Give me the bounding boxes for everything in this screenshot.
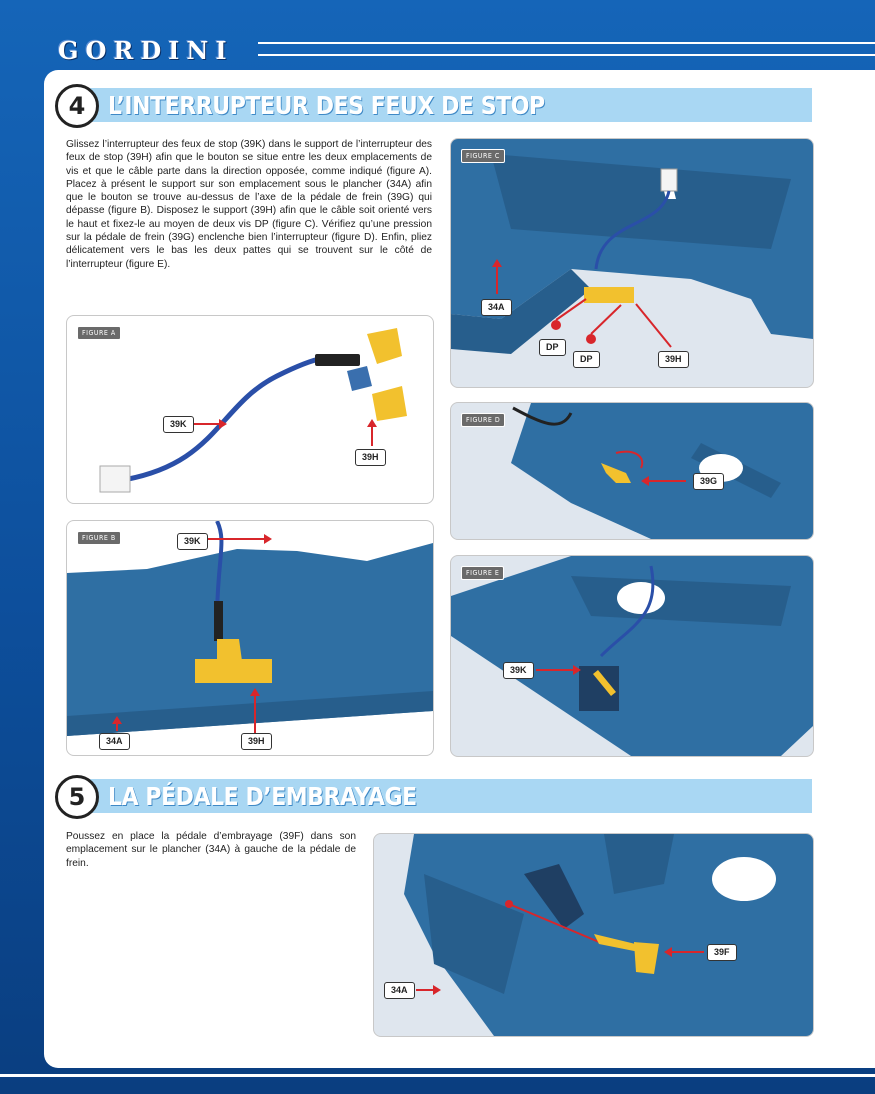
section-4-body: Glissez l’interrupteur des feux de stop (39K) dans le support de l’interrupteur des feux de stop (39H) afin que le bouton se situe entre les deux emplacements de vis et que le câble parte dans la direction opposée, comme indiqué (figure A). Placez à présent le support sur son emplacement sous le plancher (34A) afin que le bouton se trouve au-dessus de l’axe de la pédale de frein (39G) qui dépasse (figure B). Disposez le support (39H) afin que le câble soit orienté vers le haut et fixez-le au moyen de deux vis DP (figure C). Vérifiez qu’une pression sur la pédale de frein (39G) enclenche bien l’interrupteur (figure D). Enfin, pliez délicatement vers le bas les deux pattes qui se trouvent sur le côté de l’interrupteur (figure E). xyxy=(66,139,432,270)
section-5-number: 5 xyxy=(55,775,99,819)
label-39g: 39G xyxy=(693,473,724,490)
label-39h: 39H xyxy=(355,449,386,466)
figure-c-illustration xyxy=(451,139,813,387)
figure-d-tag: FIGURE D xyxy=(461,413,505,427)
brand-rule xyxy=(258,42,875,56)
label-39k: 39K xyxy=(177,533,208,550)
label-dp-2: DP xyxy=(573,351,600,368)
label-34a: 34A xyxy=(384,982,415,999)
figure-c-panel xyxy=(450,138,814,388)
figure-e-panel xyxy=(450,555,814,757)
figure-a-panel xyxy=(66,315,434,504)
footer-rule xyxy=(0,1074,875,1077)
label-dp-1: DP xyxy=(539,339,566,356)
figure-a-tag: FIGURE A xyxy=(77,326,121,340)
figure-d-illustration xyxy=(451,403,813,539)
label-39k: 39K xyxy=(503,662,534,679)
brand-logo: GORDINI xyxy=(58,36,234,65)
figure-e-tag: FIGURE E xyxy=(461,566,504,580)
label-39f: 39F xyxy=(707,944,737,961)
section-5-body: Poussez en place la pédale d’embrayage (39F) dans son emplacement sur le plancher (34A) à gauche de la pédale de frein. xyxy=(66,831,356,869)
figure-a-illustration xyxy=(67,316,433,503)
label-34a: 34A xyxy=(99,733,130,750)
label-39k: 39K xyxy=(163,416,194,433)
label-39h: 39H xyxy=(241,733,272,750)
figure-b-tag: FIGURE B xyxy=(77,531,121,545)
figure-c-tag: FIGURE C xyxy=(461,149,505,163)
figure-5-panel xyxy=(373,833,814,1037)
section-4-number: 4 xyxy=(55,84,99,128)
figure-e-illustration xyxy=(451,556,813,756)
figure-b-panel xyxy=(66,520,434,756)
label-39h: 39H xyxy=(658,351,689,368)
figure-d-panel xyxy=(450,402,814,540)
section-4-title: L’INTERRUPTEUR DES FEUX DE STOP xyxy=(108,91,545,120)
figure-b-illustration xyxy=(67,521,433,755)
section-5-title: LA PÉDALE D’EMBRAYAGE xyxy=(108,782,417,811)
figure-5-illustration xyxy=(374,834,813,1036)
label-34a: 34A xyxy=(481,299,512,316)
